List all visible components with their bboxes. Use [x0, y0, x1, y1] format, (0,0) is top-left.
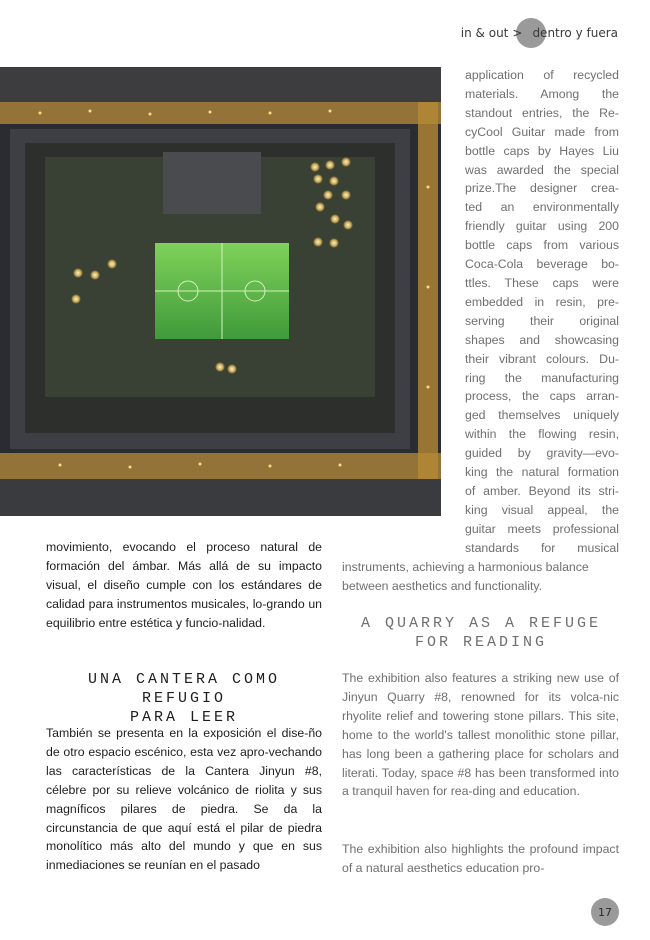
section-label-right: dentro y fuera [532, 26, 618, 40]
text-line: within the flowing resin, [465, 427, 619, 442]
text-line: was awarded the special [465, 162, 619, 177]
spanish-heading-line-1: UNA CANTERA COMO REFUGIO [87, 671, 281, 707]
text-line: ted an environmentally [465, 200, 619, 215]
spanish-paragraph-top: movimiento, evocando el proceso natural de formación del ámbar. Más allá de su impacto visual, el diseño cumple con los estándares de calidad para instrumentos musicales, lo-grando un equilibrio entre estética y funcio-nalidad. [46, 540, 322, 630]
text-line: shapes and showcasing [465, 332, 619, 347]
section-label-arrow: > [512, 26, 523, 40]
text-line: bottle caps by Hayes Liu [465, 143, 619, 158]
spanish-heading-line-2: PARA LEER [129, 709, 238, 726]
section-label-left: in & out [460, 26, 509, 40]
english-heading-line-2: FOR READING [414, 634, 548, 651]
english-continuation: instruments, achieving a harmonious balance between aesthetics and functionality. [342, 560, 589, 593]
spanish-heading [40, 670, 328, 727]
text-line: standards for musical [465, 540, 619, 555]
english-heading-line-1: A QUARRY AS A REFUGE [360, 615, 602, 632]
text-line: their vibrant colours. Du- [465, 351, 619, 366]
page-number: 17 [591, 898, 619, 926]
text-line: standout entries, the Re- [465, 105, 619, 120]
aerial-photo [0, 67, 441, 516]
text-line: king the natural formation [465, 465, 619, 480]
text-line: ring the manufacturing [465, 370, 619, 385]
english-paragraph-2: The exhibition also highlights the profound impact of a natural aesthetics education pro- [342, 842, 619, 875]
english-column-top [465, 66, 619, 558]
text-line: application of recycled [465, 68, 619, 82]
text-line: cyCool Guitar made from [465, 124, 619, 139]
spanish-paragraph-body: También se presenta en la exposición el dise-ño de otro espacio escénico, esta vez apro-vechando las características de la Cantera Jinyun #8, célebre por su relieve volcánico de riolita y sus magníficos pilares de piedra. Se da la circunstancia de que aquí está el pilar de piedra monolítico más alto del mundo y que en sus inmediaciones se reunían en el pasado [46, 726, 322, 873]
text-line: of amber. Beyond its stri- [465, 483, 619, 498]
section-label [461, 18, 618, 48]
text-line: serving their original [465, 313, 619, 328]
text-line: ged themselves uniquely [465, 408, 619, 423]
text-line: bottle caps from various [465, 238, 619, 253]
text-line: guitar meets professional [465, 521, 619, 536]
text-line: process, the caps arran- [465, 389, 619, 404]
english-paragraph-1: The exhibition also features a striking new use of Jinyun Quarry #8, renowned for its volca-nic rhyolite relief and towering stone pillars. This site, home to the world's tallest monolithic stone pillar, has long been a gathering place for scholars and literati. Today, space #8 has been transformed into a tranquil haven for rea-ding and education. [342, 671, 619, 799]
text-line: ttles. These caps were [465, 275, 619, 290]
english-heading [350, 614, 612, 652]
text-line: prize.The designer crea- [465, 181, 619, 196]
text-line: king visual appeal, the [465, 502, 619, 517]
text-line: embedded in resin, pre- [465, 294, 619, 309]
text-line: friendly guitar using 200 [465, 219, 619, 234]
text-line: materials. Among the [465, 86, 619, 101]
text-line: guided by gravity—evo- [465, 446, 619, 461]
text-line: Coca-Cola beverage bo- [465, 257, 619, 272]
